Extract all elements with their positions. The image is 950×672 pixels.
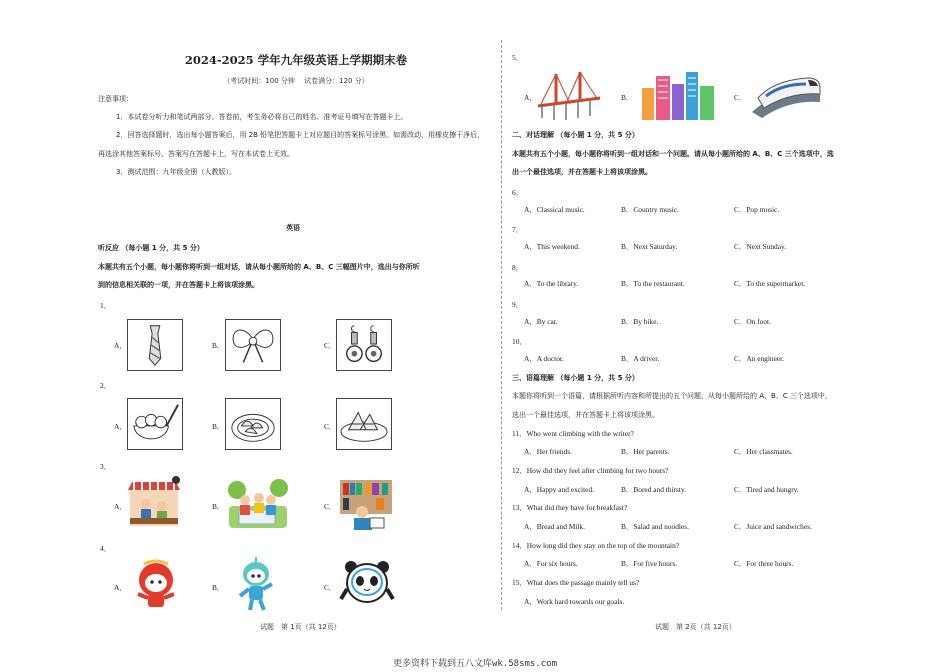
option-b[interactable]: B．To the restaurant. <box>621 279 685 288</box>
option-a[interactable]: A．This weekend. <box>524 242 580 251</box>
city-buildings-icon[interactable] <box>638 68 718 124</box>
bullet-train-icon[interactable] <box>748 68 824 124</box>
option-b[interactable]: B．Next Saturday. <box>621 242 678 251</box>
option-c[interactable]: C．An engineer. <box>734 354 785 363</box>
note-3: 3．测试范围：九年级全册（人教版）。 <box>116 168 236 176</box>
robot-mascot-icon[interactable] <box>226 556 286 612</box>
option-label-b: B． <box>212 341 225 350</box>
earrings-icon[interactable] <box>336 319 392 371</box>
market-stall-icon[interactable] <box>124 474 184 530</box>
option-label-c: C． <box>324 583 337 592</box>
option-a[interactable]: A．Classical music. <box>524 205 585 214</box>
section-heading: 英语 <box>286 224 300 232</box>
option-b[interactable]: B．Bored and thirsty. <box>621 485 687 494</box>
option-label-c: C． <box>324 422 337 431</box>
bookshelf-reading-icon[interactable] <box>336 476 396 532</box>
passage-instructions-1: 本题你将听到一个语篇，请根据所听内容和所提出的五个问题，从每小题所给的 A、B、C 三个选项中， <box>512 392 832 400</box>
option-a[interactable]: A．Work hard towards our goals. <box>524 597 625 606</box>
question-14: 14．How long did they stay on the top of the mountain? <box>512 541 680 550</box>
question-number: 8． <box>512 263 524 272</box>
bridge-icon[interactable] <box>536 68 602 124</box>
question-number: 10． <box>512 337 527 346</box>
exam-title: 2024-2025 学年九年级英语上学期期末卷 <box>184 53 408 67</box>
option-a[interactable]: A．To the library. <box>524 279 579 288</box>
option-b[interactable]: B．Country music. <box>621 205 679 214</box>
left-page <box>98 0 494 640</box>
dialogue-heading: 二、对话理解 （每小题 1 分，共 5 分） <box>512 131 639 139</box>
option-c[interactable]: C．Tired and hungry. <box>734 485 799 494</box>
panda-mascot-icon[interactable] <box>337 555 397 611</box>
option-label-a: A． <box>114 583 127 592</box>
question-number: 1． <box>100 301 112 310</box>
lantern-mascot-icon[interactable] <box>126 556 186 612</box>
option-a[interactable]: A．Her friends. <box>524 447 573 456</box>
watermark-text: 更多资料下载到五八文库wk.58sms.com <box>392 659 558 669</box>
question-number: 4． <box>100 544 112 553</box>
question-number: 5． <box>512 53 524 62</box>
option-c[interactable]: C．Juice and sandwiches. <box>734 522 812 531</box>
zongzi-icon[interactable] <box>336 398 392 450</box>
option-b[interactable]: B．For five hours. <box>621 559 678 568</box>
dialogue-instructions-2: 出一个最佳选项，并在答题卡上将该项涂黑。 <box>512 168 652 176</box>
dumplings-bowl-icon[interactable] <box>127 398 183 450</box>
question-13: 13．What did they have for breakfast? <box>512 503 628 512</box>
option-a[interactable]: A．Bread and Milk. <box>524 522 585 531</box>
option-a[interactable]: A．Happy and excited. <box>524 485 594 494</box>
option-a[interactable]: A．A doctor. <box>524 354 564 363</box>
passage-heading: 三、语篇理解 （每小题 1 分，共 5 分） <box>512 374 639 382</box>
note-2: 2．回答选择题时，选出每小题答案后，用 2B 铅笔把答题卡上对应题目的答案标号涂黑。如需改动，用橡皮擦干净后， <box>116 131 485 139</box>
option-b[interactable]: B．Her parents. <box>621 447 670 456</box>
right-page <box>508 0 903 640</box>
option-label-b: B． <box>621 93 634 102</box>
bow-icon[interactable] <box>225 319 281 371</box>
question-15: 15．What does the passage mainly tell us? <box>512 578 640 587</box>
option-b[interactable]: B．Salad and noodles. <box>621 522 689 531</box>
option-label-a: A． <box>114 341 127 350</box>
option-label-a: A． <box>114 502 127 511</box>
option-c[interactable]: C．Her classmates. <box>734 447 793 456</box>
picnic-icon[interactable] <box>225 476 291 532</box>
option-a[interactable]: A．By car. <box>524 317 558 326</box>
note-1: 1．本试卷分听力和笔试两部分。答卷前，考生务必将自己的姓名、准考证号填写在答题卡上。 <box>116 113 408 121</box>
option-c[interactable]: C．Pop music. <box>734 205 780 214</box>
exam-subtitle: （考试时间：100 分钟 试卷满分：120 分） <box>223 77 369 85</box>
option-c[interactable]: C．Next Sunday. <box>734 242 787 251</box>
question-number: 9． <box>512 300 524 309</box>
option-b[interactable]: B．By bike. <box>621 317 659 326</box>
question-number: 6． <box>512 188 524 197</box>
option-c[interactable]: C．On foot. <box>734 317 771 326</box>
listening-instructions-2: 到的信息相关联的一项，并在答题卡上将该项涂黑。 <box>98 281 259 289</box>
option-label-a: A． <box>524 93 537 102</box>
option-label-a: A． <box>114 422 127 431</box>
option-c[interactable]: C．To the supermarket. <box>734 279 806 288</box>
option-label-b: B． <box>212 422 225 431</box>
option-label-b: B． <box>212 502 225 511</box>
footer-page-1: 试题 第 1页（共 12页） <box>260 623 341 631</box>
option-label-c: C． <box>324 341 337 350</box>
question-11: 11．Who went climbing with the writer? <box>512 429 634 438</box>
listening-heading: 听反应 （每小题 1 分，共 5 分） <box>98 244 204 252</box>
option-b[interactable]: B．A driver. <box>621 354 660 363</box>
listening-instructions-1: 本题共有五个小题，每小题你将听到一组对话，请从每小题所给的 A、B、C 三幅图片中，选出与你所听 <box>98 263 420 271</box>
option-a[interactable]: A．For six hours. <box>524 559 578 568</box>
tie-icon[interactable] <box>127 319 183 371</box>
notes-heading: 注意事项： <box>98 95 133 103</box>
option-label-c: C． <box>324 502 337 511</box>
fried-dumplings-icon[interactable] <box>225 398 281 450</box>
page-divider <box>501 40 502 610</box>
footer-page-2: 试题 第 2页（共 12页） <box>655 623 736 631</box>
dialogue-instructions-1: 本题共有五个小题，每小题你将听到一组对话和一个问题。请从每小题所给的 A、B、C 三个选项中，选 <box>512 150 834 158</box>
question-12: 12．How did they feel after climbing for two hours? <box>512 466 669 475</box>
passage-instructions-2: 选出一个最佳选项，并在答题卡上将该项涂黑。 <box>512 411 659 419</box>
question-number: 2． <box>100 381 112 390</box>
option-label-c: C． <box>734 93 747 102</box>
option-label-b: B． <box>212 583 225 592</box>
question-number: 7． <box>512 225 524 234</box>
option-c[interactable]: C．For three hours. <box>734 559 794 568</box>
question-number: 3． <box>100 462 112 471</box>
note-2-cont: 再选涂其他答案标号。答案写在答题卡上，写在本试卷上无效。 <box>98 150 294 158</box>
